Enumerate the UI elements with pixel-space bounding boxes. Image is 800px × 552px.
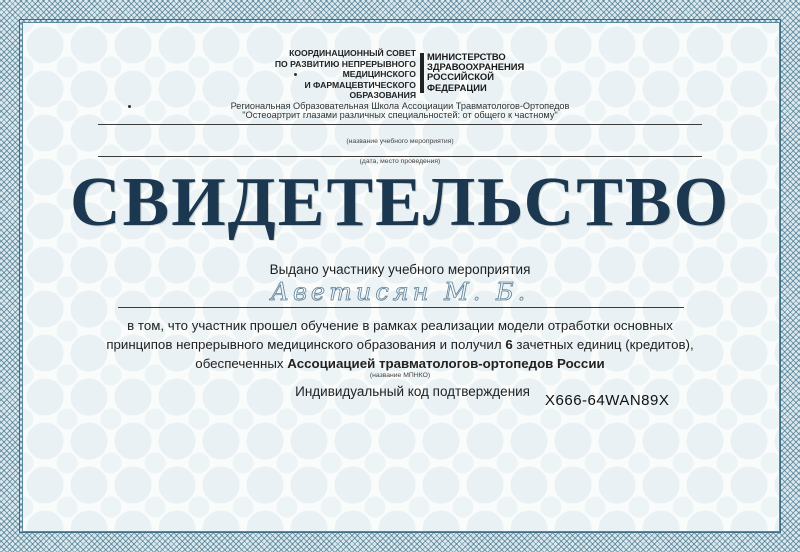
event-name-caption: (название учебного мероприятия) [346,138,454,145]
council-line: КООРДИНАЦИОННЫЙ СОВЕТ [289,48,416,58]
school-name: Региональная Образовательная Школа Ассоциации Травматологов-Ортопедов [230,101,570,111]
logo-divider-bar [420,53,424,93]
body-line-3 [80,356,720,372]
ministry-line: РОССИЙСКОЙ [427,71,494,83]
event-name-line [98,124,702,125]
body-line-1: в том, что участник прошел обучение в рамках реализации модели отработки основных [127,318,673,333]
confirmation-code: X666-64WAN89X [545,392,670,409]
council-line: И ФАРМАЦЕВТИЧЕСКОГО [304,79,416,90]
decor-dot [294,73,297,76]
code-label: Индивидуальный код подтверждения [295,384,530,399]
body-line-3-start: обеспеченных [195,356,284,371]
council-line: МЕДИЦИНСКОГО [342,69,416,79]
organization-name: Ассоциацией травматологов-ортопедов России [287,356,605,371]
participant-name: Аветисян М. Б. [270,278,530,306]
participant-name-line [118,307,684,308]
date-place-line [98,156,702,157]
credits-value: 6 [505,337,513,352]
ministry-line: ФЕДЕРАЦИИ [427,81,487,93]
course-name: "Остеоартрит глазами различных специальностей: от общего к частному" [242,110,558,120]
body-line-2 [80,337,720,353]
ministry-line: МИНИСТЕРСТВО [427,51,506,62]
issued-to-label: Выдано участнику учебного мероприятия [269,262,531,277]
council-line: ПО РАЗВИТИЮ НЕПРЕРЫВНОГО [274,58,416,69]
certificate-title: СВИДЕТЕЛЬСТВО [69,164,731,241]
body-line-2-start: принципов непрерывного медицинского образования и получил [106,337,502,352]
body-line-2-end: зачетных единиц (кредитов), [516,337,694,352]
council-logo-text [260,48,416,101]
ministry-logo-text [427,52,537,93]
ministry-line: ЗДРАВООХРАНЕНИЯ [427,61,525,73]
council-line: ОБРАЗОВАНИЯ [349,90,416,100]
date-place-caption: (дата, место проведения) [359,158,441,165]
organization-caption: (название МПНКО) [369,372,431,379]
decor-dot [128,105,131,108]
